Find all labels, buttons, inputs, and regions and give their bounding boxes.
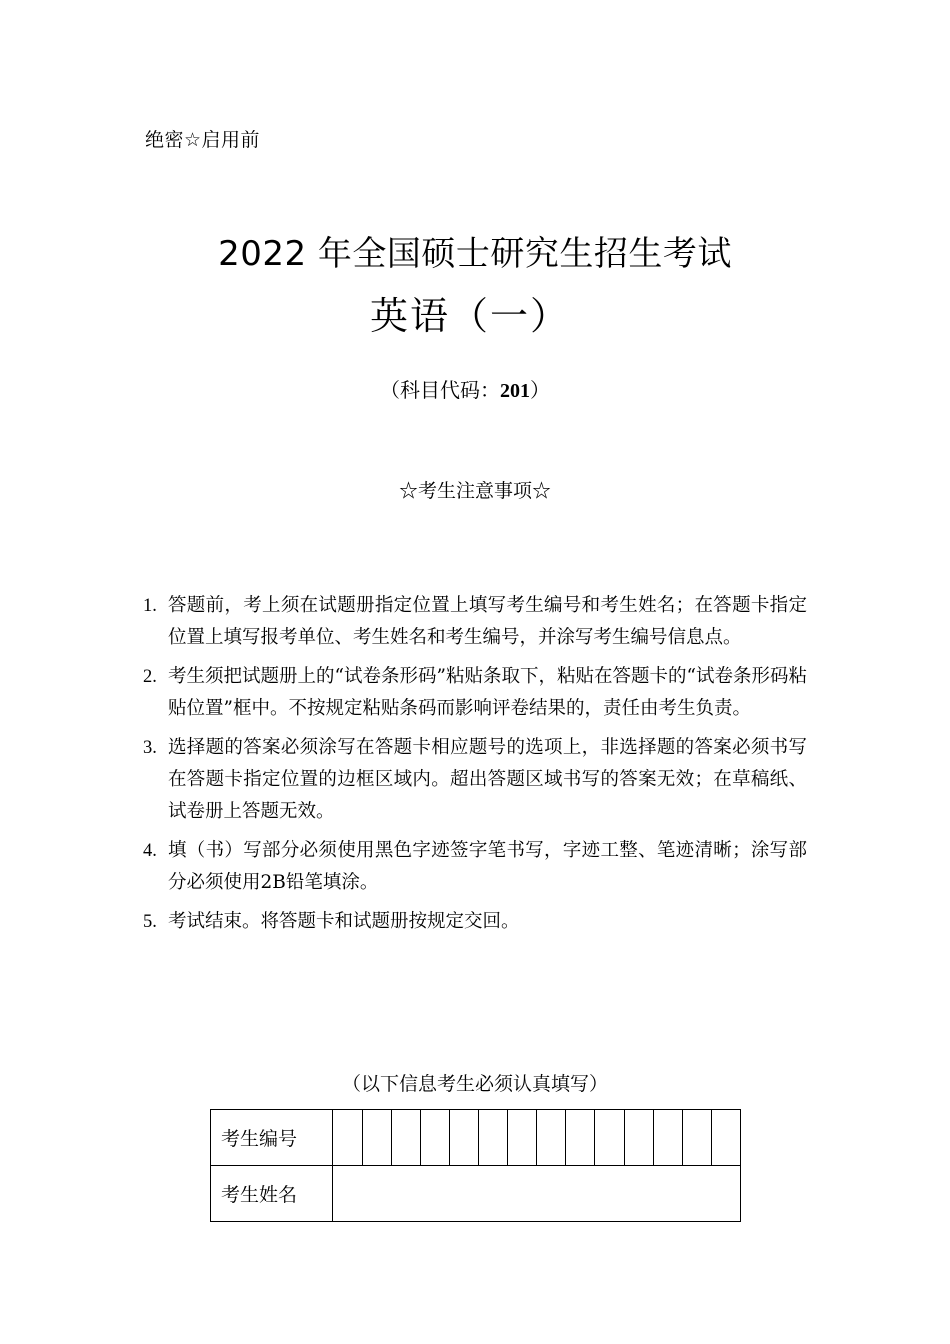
- candidate-number-box[interactable]: [508, 1110, 537, 1166]
- candidate-number-box[interactable]: [682, 1110, 711, 1166]
- candidate-number-box[interactable]: [449, 1110, 478, 1166]
- instructions-list: [143, 590, 807, 945]
- candidate-number-box[interactable]: [711, 1110, 740, 1166]
- subject-code-prefix: （科目代码：: [380, 378, 500, 402]
- candidate-name-row: [211, 1166, 741, 1222]
- candidate-number-label: 考生编号: [211, 1110, 333, 1166]
- candidate-number-box[interactable]: [420, 1110, 449, 1166]
- instruction-text: 考生须把试题册上的“试卷条形码”粘贴条取下，粘贴在答题卡的“试卷条形码粘贴位置”框中。不按规定粘贴条码而影响评卷结果的，责任由考生负责。: [168, 666, 807, 719]
- instruction-number: 2.: [143, 667, 157, 687]
- subject-code-line: [0, 374, 930, 403]
- fill-in-note: （以下信息考生必须认真填写）: [341, 1073, 608, 1095]
- instruction-text: 考试结束。将答题卡和试题册按规定交回。: [168, 911, 520, 932]
- instruction-number: 5.: [143, 912, 157, 932]
- instruction-item: [143, 906, 807, 938]
- instruction-item: [143, 732, 807, 828]
- instruction-text: 选择题的答案必须涂写在答题卡相应题号的选项上，非选择题的答案必须书写在答题卡指定位置的边框区域内。超出答题区域书写的答案无效；在草稿纸、试卷册上答题无效。: [168, 737, 807, 822]
- candidate-number-box[interactable]: [595, 1110, 624, 1166]
- instruction-number: 4.: [143, 841, 157, 861]
- instruction-text: 答题前，考上须在试题册指定位置上填写考生编号和考生姓名；在答题卡指定位置上填写报考单位、考生姓名和考生编号，并涂写考生编号信息点。: [168, 595, 807, 648]
- confidential-label: 绝密☆启用前: [145, 129, 261, 151]
- candidate-number-box[interactable]: [362, 1110, 391, 1166]
- candidate-name-field[interactable]: [333, 1166, 741, 1222]
- candidate-number-box[interactable]: [566, 1110, 595, 1166]
- instruction-item: [143, 835, 807, 899]
- candidate-info-table: [210, 1109, 741, 1222]
- candidate-number-box[interactable]: [624, 1110, 653, 1166]
- candidate-number-box[interactable]: [653, 1110, 682, 1166]
- subject-code-suffix: ）: [530, 378, 550, 402]
- subject-code: 201: [500, 380, 530, 402]
- exam-subject-title: 英语（一）: [369, 294, 570, 338]
- candidate-number-box[interactable]: [479, 1110, 508, 1166]
- instruction-text: 填（书）写部分必须使用黑色字迹签字笔书写，字迹工整、笔迹清晰；涂写部分必须使用2B铅笔填涂。: [168, 840, 807, 893]
- instruction-item: [143, 661, 807, 725]
- candidate-number-box[interactable]: [333, 1110, 362, 1166]
- candidate-number-box[interactable]: [537, 1110, 566, 1166]
- candidate-name-label: 考生姓名: [211, 1166, 333, 1222]
- instruction-number: 1.: [143, 596, 157, 616]
- exam-title: 2022 年全国硕士研究生招生考试: [218, 234, 732, 274]
- candidate-number-row: [211, 1110, 741, 1166]
- candidate-number-box[interactable]: [391, 1110, 420, 1166]
- instruction-number: 3.: [143, 738, 157, 758]
- instruction-item: [143, 590, 807, 654]
- notice-heading: ☆考生注意事项☆: [398, 480, 551, 502]
